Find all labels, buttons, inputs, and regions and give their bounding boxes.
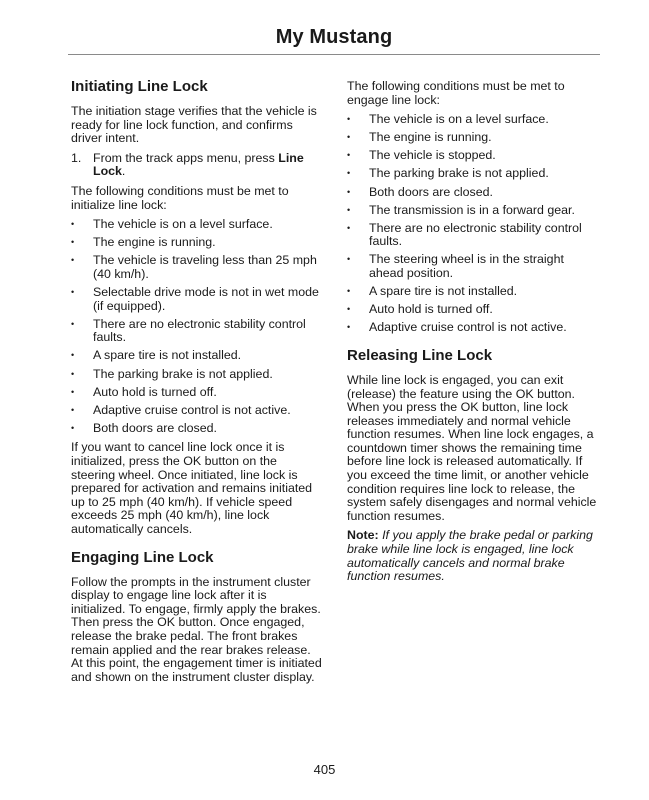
engaging-paragraph: Follow the prompts in the instrument cluster display to engage line lock after it is initialized. To engage, firmly apply the brakes. Then press the OK button. Once engaged, release the brake pedal. The front brakes remain applied and the rear brakes release. At this point, the engagement timer is initiated and shown on the instrument cluster display. [71,574,322,684]
step-bold-text: Line Lock [93,150,304,179]
left-column [71,78,324,690]
note-paragraph [347,529,600,583]
cancel-paragraph: If you want to cancel line lock once it is initialized, press the OK button on the steering wheel. Once initiated, line lock is prepared for activation and remains initiated up to 25 mph (40 km/h). If vehicle speed exceeds 25 mph (40 km/h), line lock automatically cancels. [71,440,313,536]
right-column [347,80,600,590]
list-item: • There are no electronic stability control faults. [347,222,600,249]
list-item: • The parking brake is not applied. [71,368,324,382]
step-item [71,152,324,179]
list-item: • The engine is running. [71,236,324,250]
initiating-heading: Initiating Line Lock [71,78,208,95]
initiating-intro: The initiation stage verifies that the vehicle is ready for line lock function, and confirms driver intent. [71,104,317,146]
page-header [68,24,600,55]
list-item: • The vehicle is on a level surface. [71,218,324,232]
step-number: 1. [71,150,82,165]
list-item: • A spare tire is not installed. [71,349,324,363]
list-item: • The transmission is in a forward gear. [347,204,600,218]
initialize-conditions-intro: The following conditions must be met to initialize line lock: [71,183,289,212]
initialize-conditions-list [71,218,324,435]
list-item: • A spare tire is not installed. [347,285,600,299]
list-item: • Auto hold is turned off. [71,386,324,400]
list-item: • The vehicle is stopped. [347,149,600,163]
note-label: Note: [347,528,379,543]
list-item: • Selectable drive mode is not in wet mode (if equipped). [71,286,324,313]
list-item: • Both doors are closed. [347,186,600,200]
list-item: • Adaptive cruise control is not active. [71,404,324,418]
list-item: • The vehicle is traveling less than 25 mph (40 km/h). [71,254,324,281]
releasing-heading: Releasing Line Lock [347,346,493,364]
step-text: From the track apps menu, press [93,150,279,165]
list-item: • The vehicle is on a level surface. [347,113,600,127]
engaging-heading: Engaging Line Lock [71,548,214,566]
initiating-steps [71,152,324,179]
list-item: • There are no electronic stability control faults. [71,318,324,345]
page-title: My Mustang [275,26,393,48]
note-text: If you apply the brake pedal or parking brake while line lock is engaged, line lock automatically cancels and normal brake function resumes. [347,528,593,584]
engage-conditions-intro: The following conditions must be met to engage line lock: [347,79,565,107]
list-item: • Auto hold is turned off. [347,303,600,317]
list-item: • Adaptive cruise control is not active. [347,321,600,335]
list-item: • The engine is running. [347,131,600,145]
page-number: 405 [313,762,336,777]
engage-conditions-list [347,113,600,335]
list-item: • The steering wheel is in the straight ahead position. [347,253,600,280]
step-end: . [121,164,126,179]
list-item: • Both doors are closed. [71,422,324,436]
list-item: • The parking brake is not applied. [347,167,600,181]
releasing-paragraph: While line lock is engaged, you can exit (release) the feature using the OK button. When you press the OK button, line lock releases immediately and normal vehicle function resumes. When line lock engages, a countdown timer shows the remaining time before line lock is released automatically. If you exceed the time limit, or another vehicle condition requires line lock to release, the system safely disengages and normal vehicle function resumes. [347,372,597,523]
